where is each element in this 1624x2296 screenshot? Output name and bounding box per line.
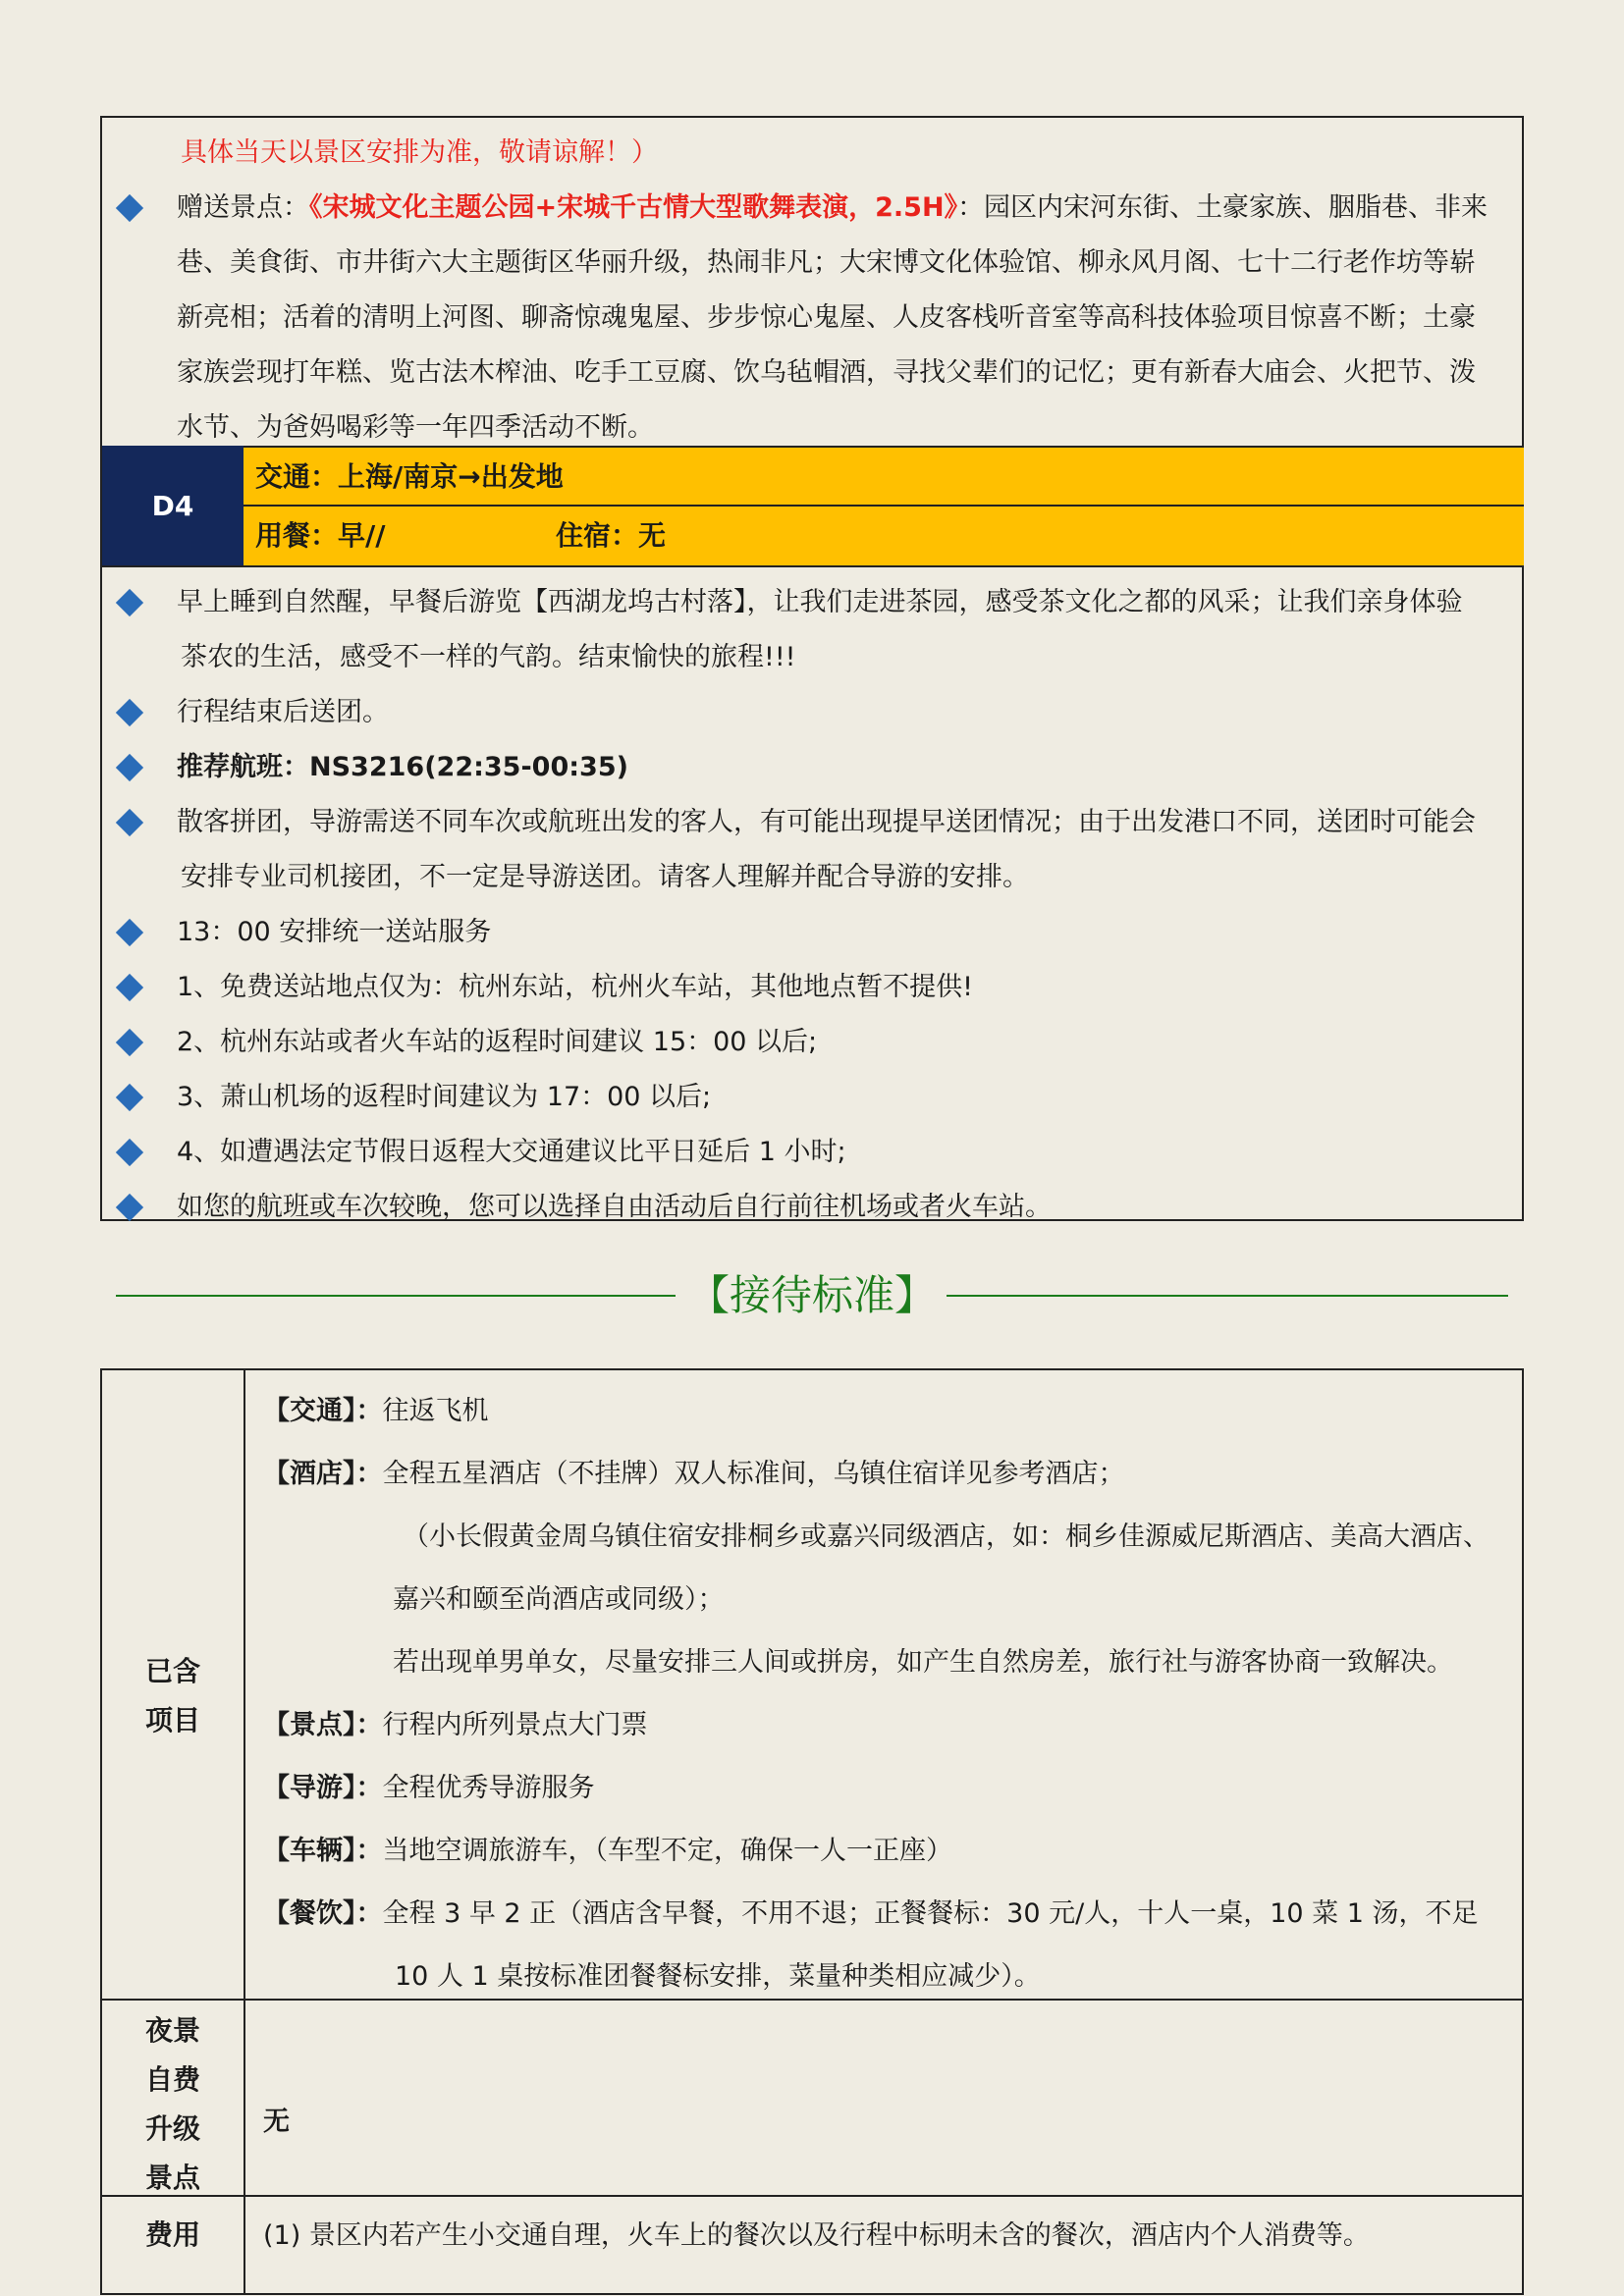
included-row: 10 人 1 桌按标准团餐餐标安排，菜量种类相应减少）。 (395, 1961, 1041, 1992)
gift-prefix: 赠送景点： (177, 192, 309, 223)
flight-label: 推荐航班： (177, 752, 309, 782)
included-label-line: 已含 (144, 1655, 200, 1687)
included-value: 往返飞机 (382, 1396, 489, 1426)
included-value: 当地空调旅游车，（车型不定，确保一人一正座） (382, 1836, 952, 1866)
item-4: 散客拼团，导游需送不同车次或航班出发的客人，有可能出现提早送团情况；由于出发港口不同，送团时可能会 (177, 807, 1476, 837)
fees-value: (1) 景区内若产生小交通自理，火车上的餐次以及行程中标明未含的餐次，酒店内个人消费等。 (263, 2220, 1370, 2251)
item-1: 早上睡到自然醒，早餐后游览【西湖龙坞古村落】，让我们走进茶园，感受茶文化之都的风采；让我们亲身体验 (177, 587, 1463, 617)
included-row (263, 1769, 595, 1808)
item-6: 1、免费送站地点仅为：杭州东站，杭州火车站，其他地点暂不提供! (177, 972, 974, 1002)
gift-line-5: 水节、为爸妈喝彩等一年四季活动不断。 (177, 412, 654, 443)
standards-table (100, 1368, 1524, 2295)
included-row (263, 1392, 489, 1431)
included-row (263, 1706, 648, 1745)
item-1-cont: 茶农的生活，感受不一样的气韵。结束愉快的旅程!!! (181, 642, 796, 672)
included-row (263, 1832, 952, 1871)
divider (102, 1999, 1522, 2001)
included-value: 全程优秀导游服务 (382, 1773, 595, 1803)
included-row (263, 1895, 1479, 1934)
gift-highlight: 《宋城文化主题公园+宋城千古情大型歌舞表演，2.5H》 (309, 192, 958, 223)
included-label (102, 1647, 244, 1745)
column-divider (244, 1370, 245, 2293)
day-transport: 交通：上海/南京→出发地 (244, 448, 1524, 507)
bullet-icon (116, 194, 143, 222)
top-note: 具体当天以景区安排为准，敬请谅解！） (181, 137, 658, 168)
included-row: 若出现单男单女，尽量安排三人间或拼房，如产生自然房差，旅行社与游客协商一致解决。 (393, 1647, 1453, 1678)
section-title: 【接待标准】 (687, 1271, 936, 1319)
item-3 (177, 748, 628, 787)
item-10: 如您的航班或车次较晚，您可以选择自由活动后自行前往机场或者火车站。 (177, 1192, 1052, 1222)
bullet-icon (116, 919, 143, 946)
bullet-icon (116, 699, 143, 726)
included-value: 全程五星酒店（不挂牌）双人标准间，乌镇住宿详见参考酒店； (382, 1459, 1125, 1489)
bullet-icon (116, 1139, 143, 1166)
gift-line-1 (177, 188, 1488, 228)
day-meals-row (244, 507, 1524, 565)
bullet-icon (116, 1194, 143, 1221)
included-key: 【导游】： (263, 1773, 383, 1803)
included-key: 【餐饮】： (263, 1898, 383, 1929)
bullet-icon (116, 809, 143, 836)
included-key: 【酒店】： (263, 1459, 383, 1489)
bullet-icon (116, 1084, 143, 1111)
included-key: 【景点】： (263, 1710, 383, 1740)
day-label: D4 (102, 446, 244, 565)
bullet-icon (116, 974, 143, 1001)
heading-rule-right (947, 1295, 1508, 1297)
night-value: 无 (263, 2107, 290, 2137)
item-7: 2、杭州东站或者火车站的返程时间建议 15：00 以后; (177, 1027, 818, 1057)
gift-line-2: 巷、美食街、市井街六大主题街区华丽升级，热闹非凡；大宋博文化体验馆、柳永风月阁、七十二行老作坊等崭 (177, 247, 1476, 278)
included-row (263, 1455, 1125, 1494)
item-4-cont: 安排专业司机接团，不一定是导游送团。请客人理解并配合导游的安排。 (181, 862, 1029, 892)
bullet-icon (116, 1029, 143, 1056)
included-value: 行程内所列景点大门票 (382, 1710, 648, 1740)
gift-suffix: ：园区内宋河东街、土豪家族、胭脂巷、非来 (957, 192, 1489, 223)
included-key: 【交通】： (263, 1396, 383, 1426)
day-lodging: 住宿：无 (556, 519, 667, 552)
night-label-line: 升级 (144, 2112, 200, 2145)
divider (102, 2195, 1522, 2197)
item-2: 行程结束后送团。 (177, 697, 389, 727)
item-5: 13：00 安排统一送站服务 (177, 917, 492, 947)
night-label-line: 夜景 (144, 2014, 200, 2047)
gift-line-4: 家族尝现打年糕、览古法木榨油、吃手工豆腐、饮乌毡帽酒，寻找父辈们的记忆；更有新春大庙会、火把节、泼 (177, 357, 1476, 388)
day-meals: 用餐：早// (255, 519, 386, 552)
night-label-line: 景点 (144, 2162, 200, 2194)
night-label-line: 自费 (144, 2063, 200, 2096)
item-8: 3、萧山机场的返程时间建议为 17：00 以后; (177, 1082, 712, 1112)
item-9: 4、如遭遇法定节假日返程大交通建议比平日延后 1 小时; (177, 1137, 846, 1167)
section-heading (0, 1266, 1624, 1325)
itinerary-table (100, 116, 1524, 1221)
bullet-icon (116, 754, 143, 781)
included-value: 全程 3 早 2 正（酒店含早餐，不用不退；正餐餐标：30 元/人，十人一桌，10 菜 1 汤，不足 (382, 1898, 1479, 1929)
included-row: 嘉兴和颐至尚酒店或同级）； (393, 1584, 725, 1615)
flight-value: NS3216(22:35-00:35) (309, 752, 628, 782)
night-label (102, 2006, 244, 2203)
gift-line-3: 新亮相；活着的清明上河图、聊斋惊魂鬼屋、步步惊心鬼屋、人皮客栈听音室等高科技体验项目惊喜不断；土豪 (177, 302, 1476, 333)
included-row: （小长假黄金周乌镇住宿安排桐乡或嘉兴同级酒店，如：桐乡佳源威尼斯酒店、美高大酒店、 (403, 1522, 1489, 1552)
divider (102, 565, 1522, 567)
heading-rule-left (116, 1295, 676, 1297)
fees-label: 费用 (144, 2218, 200, 2251)
included-label-line: 项目 (144, 1704, 200, 1736)
bullet-icon (116, 589, 143, 616)
included-key: 【车辆】： (263, 1836, 383, 1866)
